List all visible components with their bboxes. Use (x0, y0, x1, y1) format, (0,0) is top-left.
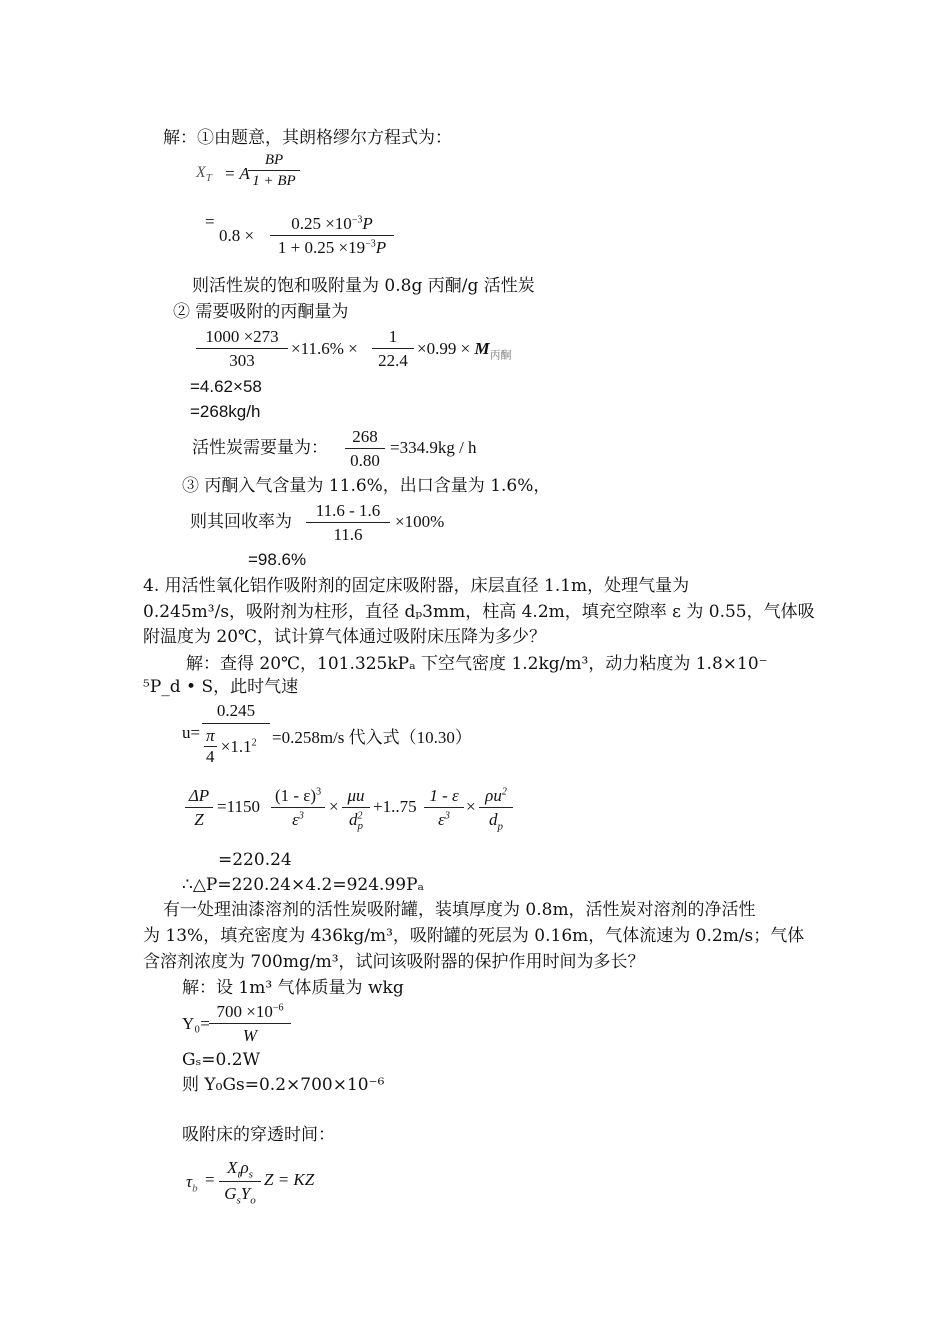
q4-solution-2: ⁵P_d • S，此时气速 (143, 677, 299, 697)
step3-line: ③ 丙酮入气含量为 11.6%，出口含量为 1.6%， (182, 476, 551, 496)
saturation-line: 则活性炭的饱和吸附量为 0.8g 丙酮/g 活性炭 (192, 276, 535, 296)
result-line-2: =268kg/h (190, 402, 261, 421)
gs-line: Gₛ=0.2W (182, 1050, 261, 1070)
breakthrough-label: 吸附床的穿透时间： (182, 1125, 335, 1145)
document-page: 解：①由题意，其朗格缪尔方程式为： $X_T$ = A $\frac{BP}{1 + BP}$ = 0.8 × $\frac{0.25 \times 10^{-3}P}{1 + 0.25 \times 19^{-3}P}$ 则活性炭的饱和吸附量为 0.8g 丙酮/g 活性炭 ② 需要吸附的丙酮量为 $\frac{1000 \times 273}{303}$ ×11.6% × $\frac{1}{22.4}$ $\times 0.99 \times M_{丙酮}$ =4.62×58 =268kg/h 活性炭需要量为： $\frac{268}{0.80}$ =334.9kg / h ③ 丙酮入气含量为 11.6%，出口含量为 1.6%， 则其回收率为 $\frac{11.6 - 1.6}{11.6}$ ×100% =98.6% 4. 用活性氧化铝作吸附剂的固定床吸附器，床层直径 1.1m，处理气量为 0.245m³/s，吸附剂为柱形，直径 dₚ3mm，柱高 4.2m，填充空隙率 ε 为 0.55，气体吸 附温度为 20℃，试计算气体通过吸附床压降为多少？ 解：查得 20℃，101.325kPₐ 下空气密度 1.2kg/m³，动力粘度为 1.8×10⁻ ⁵P_d • S，此时气速 u= 0.245 $\frac{\pi}{4}$ $\times 1.1^2$ =0.258m/s 代入式（10.30） $\frac{\Delta P}{Z}$ =1150 $\frac{(1 - \varepsilon)^3}{\varepsilon^3}$ × $\frac{\mu u}{d^2_p}$ +1..75 $\frac{1 - \varepsilon}{\varepsilon^3}$ × $\frac{\rho u^2}{d_p}$ =220.24 ∴△P=220.24×4.2=924.99Pₐ 有一处理油漆溶剂的活性炭吸附罐，装填厚度为 0.8m，活性炭对溶剂的净活性 为 13%，填充密度为 436kg/m³，吸附罐的死层为 0.16m，气体流速为 0.2m/s；气体 含溶剂浓度为 700mg/m³，试问该吸附器的保护作用时间为多长？ 解：设 1m³ 气体质量为 wkg Y₀= $\frac{700 \times 10^{-6}}{W}$ Gₛ=0.2W 则 Y₀Gs=0.2×700×10⁻⁶ 吸附床的穿透时间： $\tau_b$ = $X_t\rho_s$ $G_sY_o$ Z = KZ (143, 128, 815, 1207)
result-line-1: =4.62×58 (190, 377, 262, 396)
q4-line-2: 0.245m³/s，吸附剂为柱形，直径 dₚ3mm，柱高 4.2m，填充空隙率 ε 为 0.55，气体吸 (143, 602, 815, 622)
q4-line-1: 4. 用活性氧化铝作吸附剂的固定床吸附器，床层直径 1.1m，处理气量为 (143, 576, 690, 596)
solution-intro: 解：①由题意，其朗格缪尔方程式为： (163, 128, 452, 148)
pressure-drop-result: =220.24 (218, 850, 292, 870)
q5-line-1: 有一处理油漆溶剂的活性炭吸附罐，装填厚度为 0.8m，活性炭对溶剂的净活性 (163, 900, 756, 920)
q4-solution-1: 解：查得 20℃，101.325kPₐ 下空气密度 1.2kg/m³，动力粘度为 1.8×10⁻ (186, 654, 768, 674)
q5-line-3: 含溶剂浓度为 700mg/m³，试问该吸附器的保护作用时间为多长？ (143, 952, 645, 972)
pressure-drop-final: ∴△P=220.24×4.2=924.99Pₐ (182, 875, 425, 895)
recovery-result: =98.6% (248, 550, 307, 569)
q4-line-3: 附温度为 20℃，试计算气体通过吸附床压降为多少？ (143, 627, 547, 647)
step2-title: ② 需要吸附的丙酮量为 (173, 302, 349, 322)
q5-line-2: 为 13%，填充密度为 436kg/m³，吸附罐的死层为 0.16m，气体流速为 0.2m/s；气体 (143, 926, 805, 946)
q5-solution-1: 解：设 1m³ 气体质量为 wkg (182, 978, 404, 998)
yogs-line: 则 Y₀Gs=0.2×700×10⁻⁶ (182, 1075, 385, 1095)
